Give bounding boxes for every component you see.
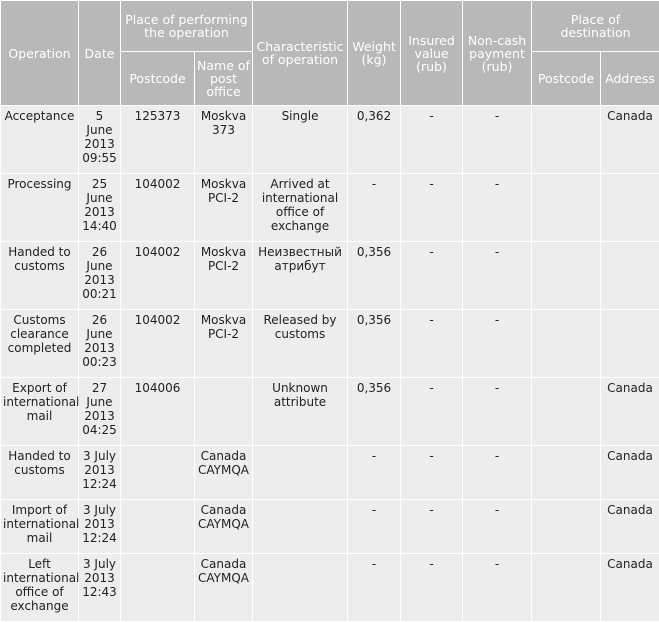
cell-insured: - [401, 554, 463, 622]
table-row [1, 242, 659, 310]
cell-noncash: - [463, 446, 532, 500]
header-row-top [1, 1, 659, 52]
cell-address: Canada [601, 106, 659, 174]
table-row [1, 500, 659, 554]
cell-weight: 0,356 [348, 242, 401, 310]
cell-weight: 0,356 [348, 378, 401, 446]
cell-insured: - [401, 174, 463, 242]
cell-address: Canada [601, 446, 659, 500]
cell-postcode: 125373 [121, 106, 195, 174]
header-characteristic: Characteristic of operation [253, 1, 348, 106]
table-row [1, 174, 659, 242]
cell-weight: - [348, 174, 401, 242]
cell-postcode: 104002 [121, 310, 195, 378]
header-name-of-post-office: Name of post office [195, 52, 253, 106]
header-weight: Weight (kg) [348, 1, 401, 106]
cell-date: 3 July 2013 12:24 [79, 446, 121, 500]
cell-characteristic [253, 446, 348, 500]
cell-address: Canada [601, 378, 659, 446]
table-row [1, 106, 659, 174]
cell-operation: Processing [1, 174, 79, 242]
cell-postcode [121, 500, 195, 554]
cell-insured: - [401, 242, 463, 310]
cell-post-office: Moskva PCI-2 [195, 310, 253, 378]
cell-date: 26 June 2013 00:23 [79, 310, 121, 378]
cell-operation: Handed to customs [1, 446, 79, 500]
cell-weight: 0,362 [348, 106, 401, 174]
cell-characteristic: Arrived at international office of exchange [253, 174, 348, 242]
table-row [1, 446, 659, 500]
cell-address [601, 242, 659, 310]
cell-weight: 0,356 [348, 310, 401, 378]
cell-characteristic: Неизвестный атрибут [253, 242, 348, 310]
cell-noncash: - [463, 242, 532, 310]
header-operation: Operation [1, 1, 79, 106]
header-dest-postcode: Postcode [532, 52, 601, 106]
cell-postcode: 104002 [121, 242, 195, 310]
header-address: Address [601, 52, 659, 106]
cell-insured: - [401, 378, 463, 446]
cell-post-office [195, 378, 253, 446]
cell-noncash: - [463, 554, 532, 622]
cell-characteristic [253, 554, 348, 622]
cell-operation: Export of international mail [1, 378, 79, 446]
header-place-of-performing: Place of performing the operation [121, 1, 253, 52]
cell-date: 3 July 2013 12:43 [79, 554, 121, 622]
cell-weight: - [348, 446, 401, 500]
cell-date: 3 July 2013 12:24 [79, 500, 121, 554]
cell-dest-postcode [532, 106, 601, 174]
cell-postcode [121, 446, 195, 500]
cell-dest-postcode [532, 242, 601, 310]
cell-dest-postcode [532, 378, 601, 446]
cell-insured: - [401, 106, 463, 174]
header-non-cash-payment: Non-cash payment (rub) [463, 1, 532, 106]
cell-post-office: Canada CAYMQA [195, 554, 253, 622]
cell-weight: - [348, 500, 401, 554]
cell-date: 25 June 2013 14:40 [79, 174, 121, 242]
header-insured-value: Insured value (rub) [401, 1, 463, 106]
cell-noncash: - [463, 106, 532, 174]
cell-dest-postcode [532, 446, 601, 500]
tracking-rows [1, 106, 659, 622]
cell-insured: - [401, 500, 463, 554]
cell-operation: Import of international mail [1, 500, 79, 554]
cell-dest-postcode [532, 500, 601, 554]
cell-post-office: Moskva PCI-2 [195, 174, 253, 242]
cell-date: 26 June 2013 00:21 [79, 242, 121, 310]
cell-operation: Acceptance [1, 106, 79, 174]
cell-date: 5 June 2013 09:55 [79, 106, 121, 174]
cell-characteristic: Unknown attribute [253, 378, 348, 446]
cell-post-office: Canada CAYMQA [195, 500, 253, 554]
cell-noncash: - [463, 310, 532, 378]
cell-address [601, 310, 659, 378]
header-date: Date [79, 1, 121, 106]
cell-date: 27 June 2013 04:25 [79, 378, 121, 446]
cell-dest-postcode [532, 174, 601, 242]
cell-post-office: Canada CAYMQA [195, 446, 253, 500]
header-place-of-destination: Place of destination [532, 1, 659, 52]
cell-operation: Customs clearance completed [1, 310, 79, 378]
cell-address: Canada [601, 500, 659, 554]
cell-dest-postcode [532, 554, 601, 622]
cell-dest-postcode [532, 310, 601, 378]
cell-noncash: - [463, 378, 532, 446]
table-row [1, 310, 659, 378]
cell-address [601, 174, 659, 242]
cell-postcode: 104006 [121, 378, 195, 446]
cell-weight: - [348, 554, 401, 622]
cell-insured: - [401, 310, 463, 378]
cell-operation: Left international office of exchange [1, 554, 79, 622]
cell-post-office: Moskva PCI-2 [195, 242, 253, 310]
cell-noncash: - [463, 500, 532, 554]
cell-post-office: Moskva 373 [195, 106, 253, 174]
cell-insured: - [401, 446, 463, 500]
cell-noncash: - [463, 174, 532, 242]
table-row [1, 378, 659, 446]
header-postcode: Postcode [121, 52, 195, 106]
cell-postcode [121, 554, 195, 622]
cell-characteristic: Released by customs [253, 310, 348, 378]
cell-characteristic: Single [253, 106, 348, 174]
table-row [1, 554, 659, 622]
cell-address: Canada [601, 554, 659, 622]
cell-postcode: 104002 [121, 174, 195, 242]
cell-characteristic [253, 500, 348, 554]
cell-operation: Handed to customs [1, 242, 79, 310]
